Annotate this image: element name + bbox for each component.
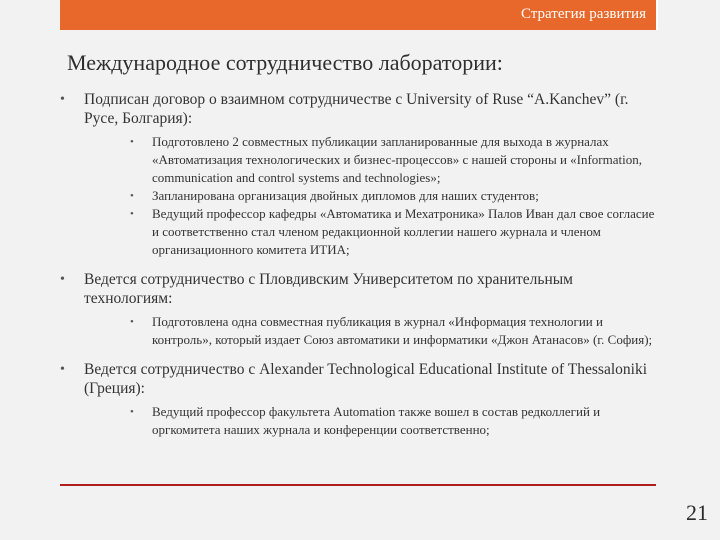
sub-bullet-text: Подготовлено 2 совместных публикации запланированные для выхода в журналах «Автоматизация технологических и бизнес-процессов» с нашей стороны и «Information, communication and control systems and technologies»;: [152, 134, 642, 185]
bullet-text: Подписан договор о взаимном сотрудничестве с University of Ruse “A.Kanchev” (г. Русе, Болгария):: [84, 91, 629, 127]
sub-bullet-item: [130, 205, 660, 259]
sub-bullet-text: Запланирована организация двойных дипломов для наших студентов;: [152, 188, 539, 203]
sub-bullet-icon: •: [130, 406, 134, 418]
sub-bullet-icon: •: [130, 316, 134, 328]
sub-bullet-icon: •: [130, 190, 134, 202]
sub-bullet-icon: •: [130, 136, 134, 148]
bullet-text: Ведется сотрудничество с Пловдивским Университетом по хранительным технологиям:: [84, 271, 573, 307]
bullet-item: [60, 270, 660, 308]
sub-bullet-item: [130, 403, 660, 439]
bullet-icon: •: [60, 92, 65, 107]
bullet-item: [60, 90, 660, 128]
sub-bullet-text: Ведущий профессор кафедры «Автоматика и Мехатроника» Палов Иван дал свое согласие и соответственно стал членом редакционной коллегии нашего журнала и членом организационного комитета ИТИА;: [152, 206, 655, 257]
bullet-text: Ведется сотрудничество с Alexander Technological Educational Institute of Thessaloniki (Греция):: [84, 361, 648, 397]
bullet-icon: •: [60, 362, 65, 377]
section-title: Стратегия развития: [520, 6, 646, 22]
page-title: Международное сотрудничество лаборатории:: [67, 50, 503, 75]
sub-bullet-text: Подготовлена одна совместная публикация в журнал «Информация технологии и контроль», который издает Союз автоматики и информатики «Джон Атанасов» (г. София);: [152, 314, 653, 347]
header-bar: [60, 0, 658, 30]
bullet-list: [60, 90, 660, 439]
sub-bullet-item: [130, 133, 660, 187]
page-number: 21: [686, 500, 708, 525]
footer-divider: [60, 484, 656, 486]
sub-bullet-text: Ведущий профессор факультета Automation также вошел в состав редколлегий и оргкомитета наших журнала и конференции соответственно;: [152, 404, 601, 437]
bullet-item: [60, 360, 660, 398]
sub-bullet-item: [130, 313, 660, 349]
sub-bullet-icon: •: [130, 208, 134, 220]
bullet-icon: •: [60, 272, 65, 287]
sub-bullet-item: [130, 187, 660, 205]
